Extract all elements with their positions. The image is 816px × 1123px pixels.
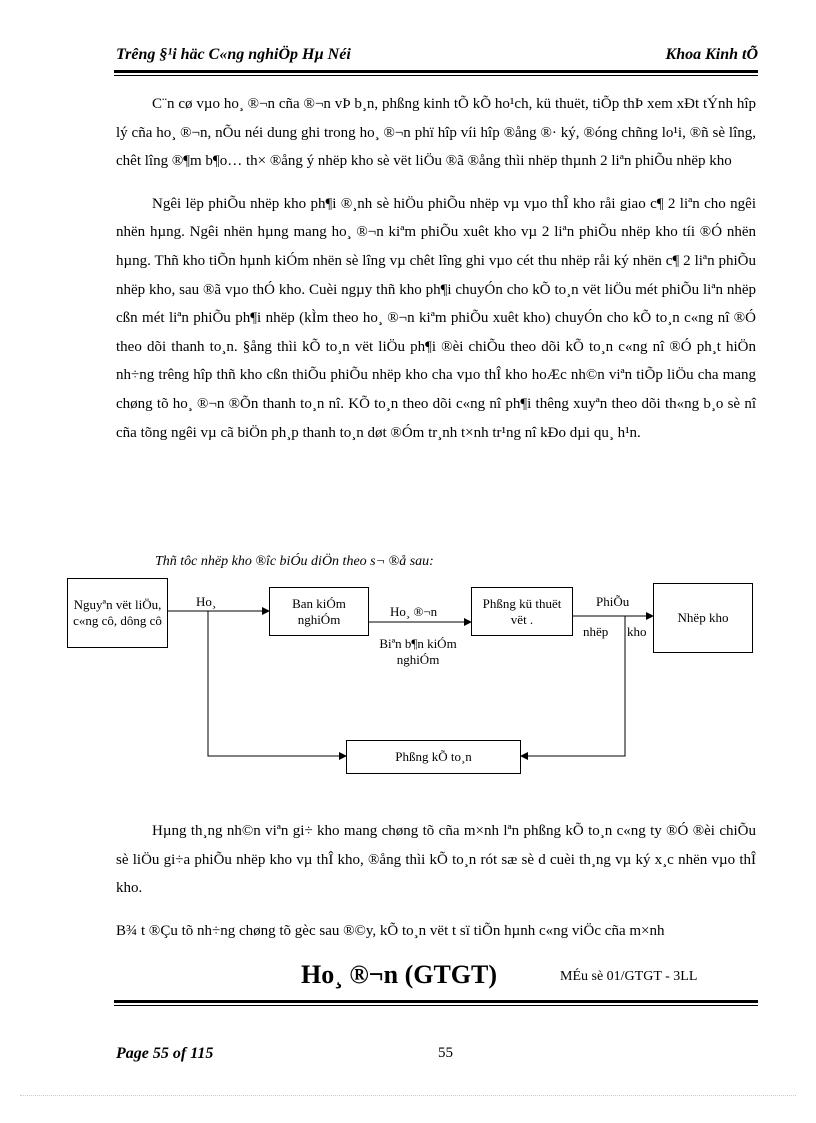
box-supplier: Nguyªn vët liÖu, c«ng cô, dông cô [67,578,168,648]
label-slip-2: nhëp [583,624,609,639]
body-text-bottom [116,817,756,945]
paragraph-1: C¨n cø vµo ho¸ ®¬n cña ®¬n vÞ b¸n, phßng kinh tÕ kÕ ho¹ch, kü thuët, tiÕp thÞ xem xÐt tÝnh hîp lý cña ho¸ ®¬n, nÕu néi dung ghi trong ho¸ ®¬n phï hîp víi hîp ®ång ®· ký, ®óng chñng lo¹i, ®ñ sè lîng, chêt lîng ®¶m b¶o… th× ®ång ý nhëp kho sè vët liÖu ®ã ®ång thìi nhëp thµnh 2 liªn phiÕu nhëp kho [116,96,756,170]
label-invoice-2: Ho¸ ®¬n [390,604,438,619]
label-slip-3: kho [627,624,647,639]
label-slip: PhiÕu [596,594,630,609]
footer-rule-thin [114,1005,758,1006]
box-inspection-board: Ban kiÓm nghiÓm [269,587,369,636]
invoice-title: Ho¸ ®¬n (GTGT) [301,960,498,989]
paragraph-2: Ngêi lëp phiÕu nhëp kho ph¶i ®¸nh sè hiÖu phiÕu nhëp vµ vµo thÎ kho råi giao c¶ 2 liªn cho ngêi nhën hµng. Ngêi nhën hµng mang ho¸ ®¬n kiªm phiÕu xuêt kho vµ 2 liªn phiÕu nhëp kho tíi ®Ó nhën hµng. Thñ kho tiÕn hµnh kiÓm nhën sè lîng vµ chêt lîng ghi vµo cét thu nhëp råi ký nhën c¶ 2 liªn phiÕu nhëp kho, sau ®ã vµo thÓ kho. Cuèi ngµy thñ kho ph¶i chuyÓn cho kÕ to¸n vët liÖu mét phiÕu liªn nhëp cßn mét liªn phiÕu ph¶i nhëp (kÌm theo ho¸ ®¬n kiªm phiÕu xuêt kho) chuyÓn cho kÕ to¸n c«ng nî ®Ó theo dõi thanh to¸n. §ång thìi kÕ to¸n vët liÖu ph¶i ®èi chiÕu theo dõi kÕ to¸n c«ng nî ®Ó ph¸t hiÖn nh÷ng trêng hîp thñ kho cßn thiÕu phiÕu nhëp kho cha vµo thÎ kho hoÆc nh©n viªn tiÕp liÖu cha mang chøng tõ ho¸ ®¬n ®Õn thanh to¸n nî. KÕ to¸n theo dõi c«ng nî ph¶i thêng xuyªn theo dõi th«ng b¸o sè nî cña tõng ngêi vµ cã biÖn ph¸p thanh to¸n døt ®Óm tr¸nh t×nh tr¹ng nî kÐo dµi qu¸ h¹n. [116,195,756,441]
label-invoice: Ho¸ [196,594,217,609]
page-bottom-divider [20,1095,796,1096]
box-warehouse-receipt: Nhëp kho [653,583,753,653]
footer-page-number: 55 [438,1045,453,1061]
diagram-caption: Thñ tôc nhëp kho ®îc biÓu diÖn theo s¬ ®å sau: [155,554,434,569]
paragraph-3: Hµng th¸ng nh©n viªn gi÷ kho mang chøng tõ cña m×nh lªn phßng kÕ to¸n c«ng ty ®Ó ®èi chiÕu sè liÖu gi÷a phiÕu nhëp kho vµ thÎ kho, ®ång thìi kÕ to¸n rót sæ sè d cuèi th¸ng vµ ký x¸c nhën vµo thÎ kho. [116,823,756,897]
form-number: MÉu sè 01/GTGT - 3LL [560,969,698,984]
footer-page-label: Page 55 of 115 [116,1045,214,1062]
box-accounting-dept: Phßng kÕ to¸n [346,740,521,774]
box-technical-dept: Phßng kü thuët vët . [471,587,573,636]
footer-rule-thick [114,1000,758,1003]
arrow-slip-to-accounting [521,616,625,756]
label-inspection-minutes: Biªn b¶n kiÓm nghiÓm [379,636,457,667]
paragraph-4: B¾ t ®Çu tõ nh÷ng chøng tõ gèc sau ®©y, kÕ to¸n vët t sï tiÕn hµnh c«ng viÖc cña m×nh [116,922,665,939]
header-school-name: Trêng §¹i häc C«ng nghiÖp Hµ Néi [116,46,351,63]
header-faculty: Khoa Kinh tÕ [665,46,758,63]
